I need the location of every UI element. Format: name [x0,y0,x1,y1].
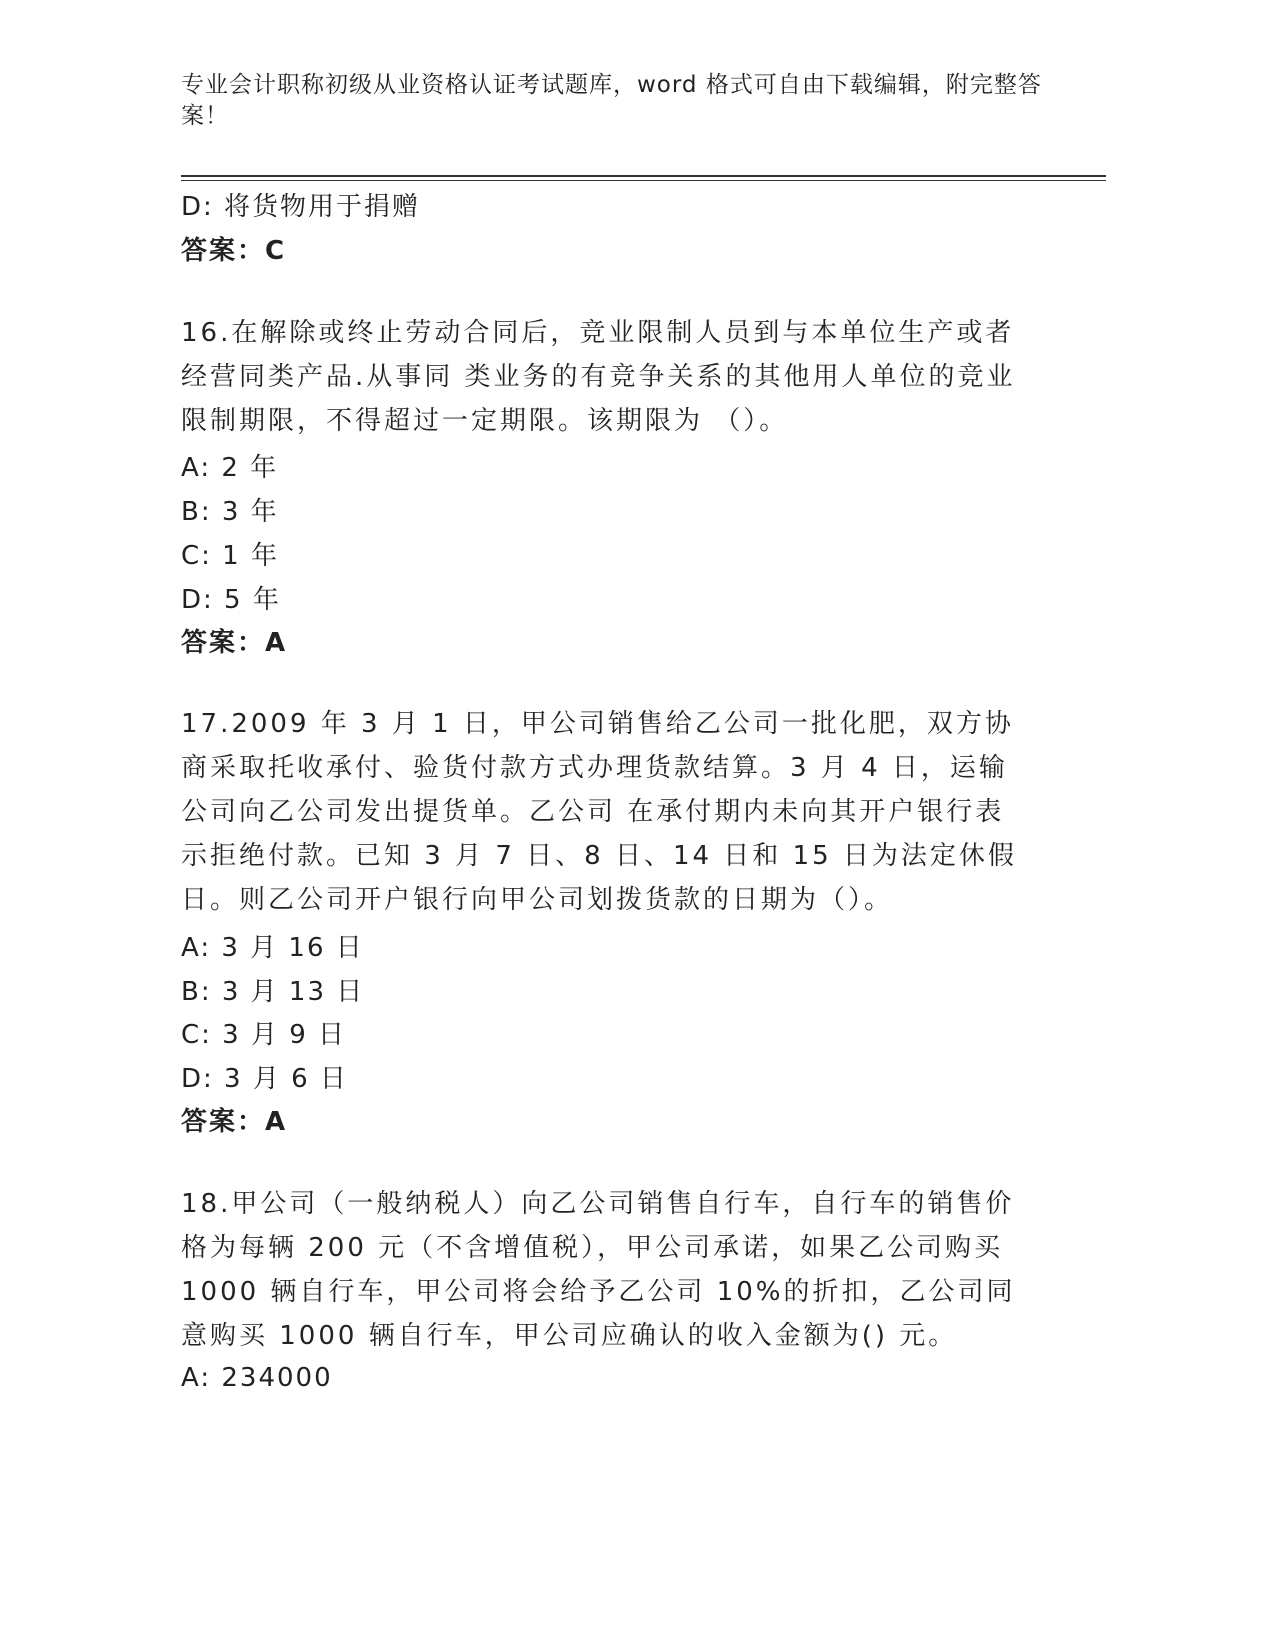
question-17-text: 17.2009 年 3 月 1 日，甲公司销售给乙公司一批化肥，双方协商采取托收承付、验货付款方式办理货款结算。3 月 4 日，运输公司向乙公司发出提货单。乙公司 在承付期内未向其开户银行表示拒绝付款。已知 3 月 7 日、8 日、14 日和 15 日为法定休假 日。则乙公司开户银行向甲公司划拨货款的日期为（）。 [181,709,1017,915]
q16-option-a: A: 2 年 [181,453,279,483]
q16-answer: 答案：A [181,628,288,658]
q18-option-a: A: 234000 [181,1363,333,1393]
q16-option-c: C: 1 年 [181,541,279,571]
header-rule-thin [181,180,1106,181]
q17-option-b: B: 3 月 13 日 [181,977,365,1007]
prev-option-d: D: 将货物用于捐赠 [181,192,421,222]
q17-option-a: A: 3 月 16 日 [181,933,364,963]
prev-answer: 答案：C [181,236,287,266]
page-header: 专业会计职称初级从业资格认证考试题库，word 格式可自由下载编辑，附完整答案！ [181,72,1042,129]
q16-option-d: D: 5 年 [181,585,281,615]
question-18-text: 18.甲公司（一般纳税人）向乙公司销售自行车，自行车的销售价格为每辆 200 元（不含增值税），甲公司承诺，如果乙公司购买 1000 辆自行车，甲公司将会给予乙公司 10%的折扣，乙公司同意购买 1000 辆自行车，甲公司应确认的收入金额为() 元。 [181,1189,1016,1351]
header-rule-thick [181,175,1106,177]
question-16-text: 16.在解除或终止劳动合同后，竞业限制人员到与本单位生产或者经营同类产品.从事同 类业务的有竞争关系的其他用人单位的竞业限制期限，不得超过一定期限。该期限为 （）。 [181,318,1016,436]
q17-answer: 答案：A [181,1107,288,1137]
q16-option-b: B: 3 年 [181,497,279,527]
q17-option-c: C: 3 月 9 日 [181,1020,347,1050]
q17-option-d: D: 3 月 6 日 [181,1064,348,1094]
